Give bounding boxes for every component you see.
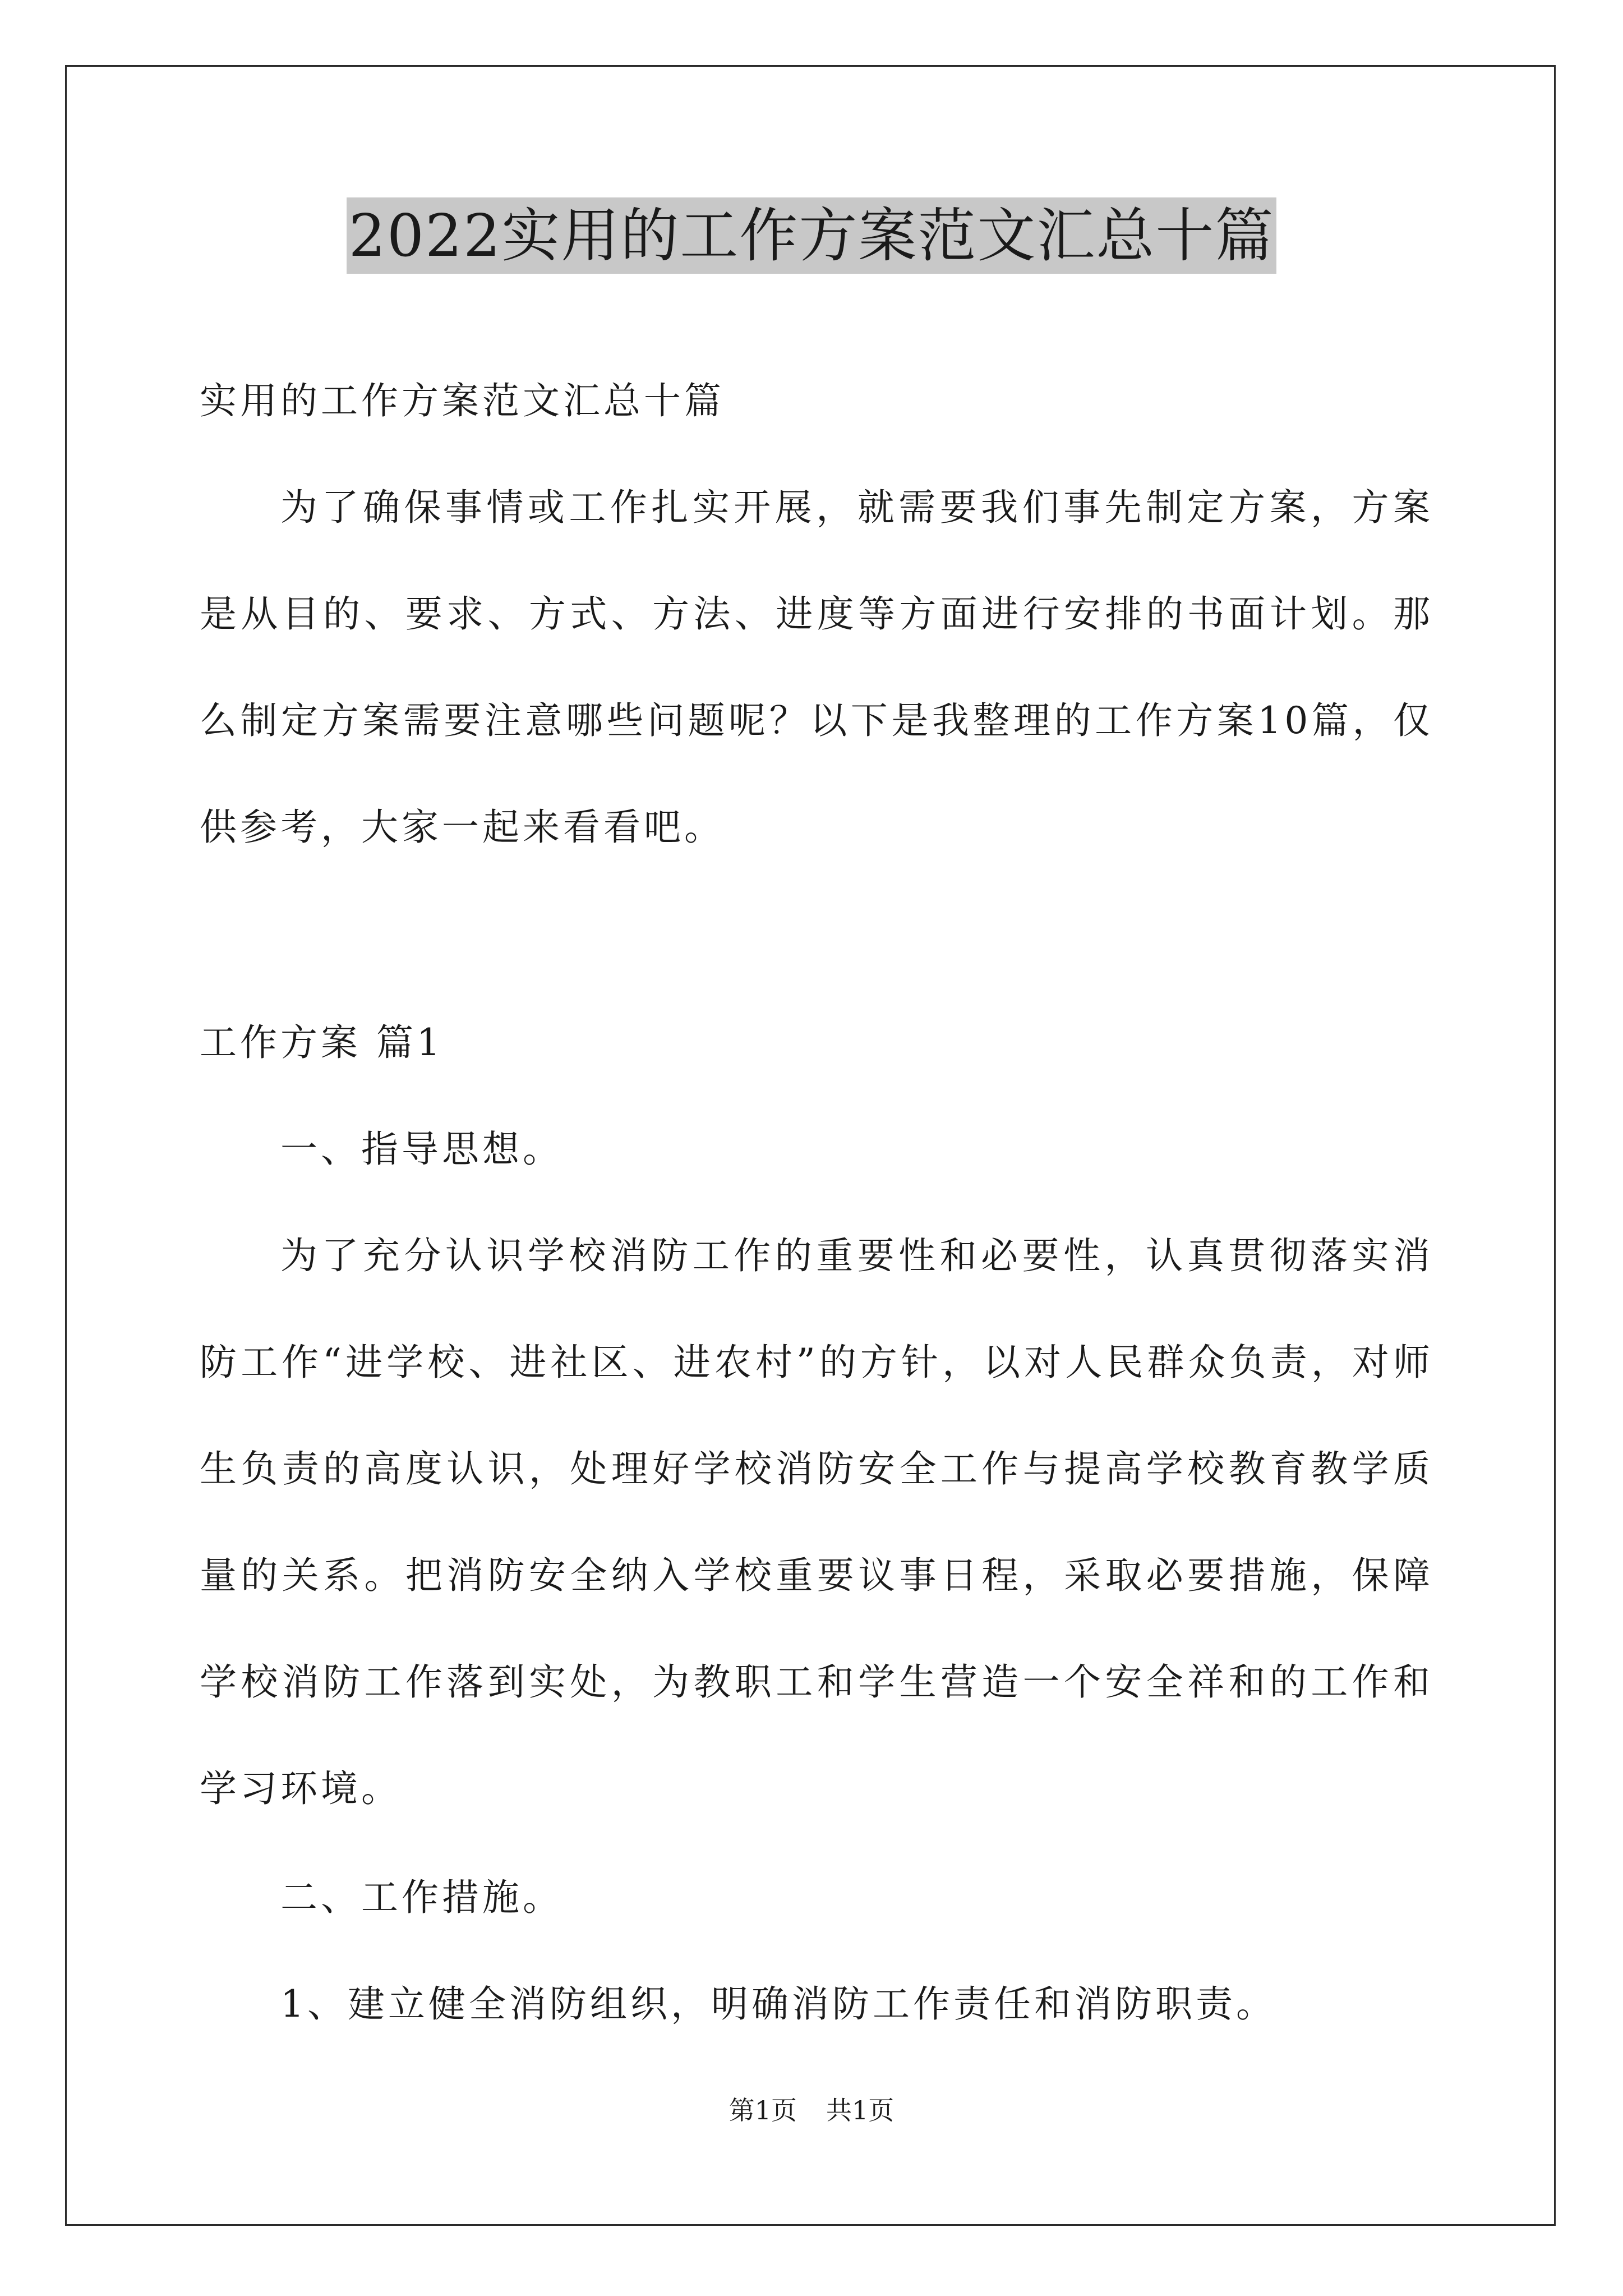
title-container (0, 197, 1623, 274)
document-title: 2022实用的工作方案范文汇总十篇 (347, 197, 1277, 274)
intro-paragraph: 为了确保事情或工作扎实开展，就需要我们事先制定方案，方案是从目的、要求、方式、方法、进度等方面进行安排的书面计划。那么制定方案需要注意哪些问题呢？以下是我整理的工作方案10篇，仅供参考，大家一起来看看吧。 (200, 486, 1433, 849)
item-2-heading: 二、工作措施。 (280, 1876, 563, 1919)
item-2-point-1: 1、建立健全消防组织，明确消防工作责任和消防职责。 (280, 1982, 1276, 2026)
page-number: 第1页 (728, 2095, 797, 2125)
document-subtitle: 实用的工作方案范文汇总十篇 (200, 379, 725, 422)
item-1-heading: 一、指导思想。 (280, 1128, 563, 1171)
item-1-body: 为了充分认识学校消防工作的重要性和必要性，认真贯彻落实消防工作“进学校、进社区、进农村”的方针，以对人民群众负责，对师生负责的高度认识，处理好学校消防安全工作与提高学校教育教学质量的关系。把消防安全纳入学校重要议事日程，采取必要措施，保障学校消防工作落到实处，为教职工和学生营造一个安全祥和的工作和学习环境。 (200, 1234, 1433, 1810)
section-heading: 工作方案 篇1 (200, 1021, 444, 1064)
page-total: 共1页 (826, 2095, 895, 2125)
page-footer (0, 2093, 1623, 2127)
